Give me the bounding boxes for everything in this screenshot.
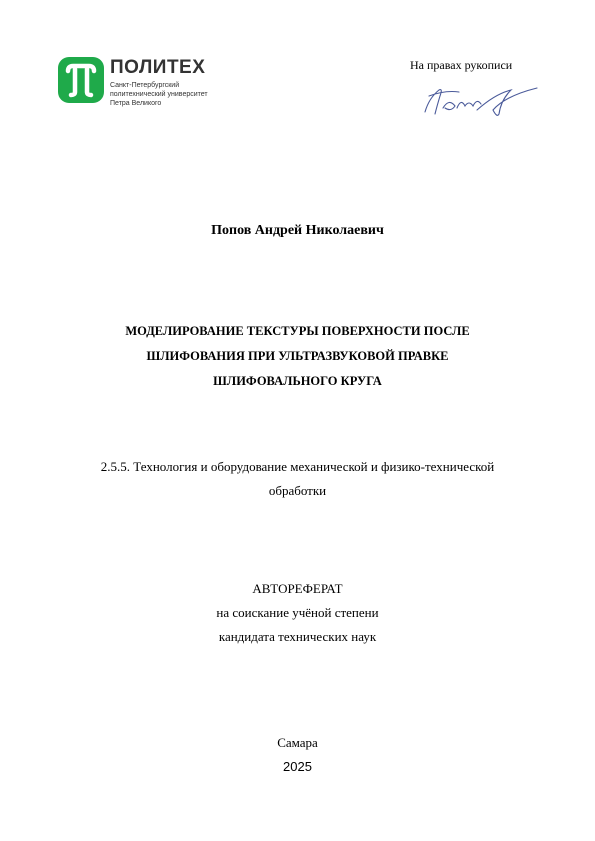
logo-subtitle-line: Петра Великого	[110, 100, 162, 107]
specialty-line: обработки	[268, 483, 327, 498]
specialty-code	[50, 455, 545, 503]
manuscript-rights-note: На правах рукописи	[410, 58, 513, 72]
politech-pi-icon	[58, 57, 104, 103]
logo-name: ПОЛИТЕХ	[110, 57, 206, 78]
year: 2025	[283, 759, 312, 774]
city: Самара	[277, 735, 318, 750]
handwritten-signature	[415, 80, 540, 120]
author-name: Попов Андрей Николаевич	[211, 223, 384, 238]
abstract-heading	[0, 577, 595, 649]
logo-subtitle	[110, 81, 208, 108]
publication-place	[0, 731, 595, 779]
degree-purpose: на соискание учёной степени	[216, 605, 379, 620]
logo-subtitle-line: Санкт-Петербургский	[110, 82, 180, 89]
title-line: ШЛИФОВАНИЯ ПРИ УЛЬТРАЗВУКОВОЙ ПРАВКЕ	[146, 349, 449, 363]
abstract-label: АВТОРЕФЕРАТ	[252, 581, 343, 596]
specialty-line: 2.5.5. Технология и оборудование механической и физико-технической	[100, 459, 495, 474]
university-logo	[58, 57, 258, 107]
title-line: ШЛИФОВАЛЬНОГО КРУГА	[213, 374, 382, 388]
title-line: МОДЕЛИРОВАНИЕ ТЕКСТУРЫ ПОВЕРХНОСТИ ПОСЛЕ	[125, 324, 470, 338]
degree-name: кандидата технических наук	[218, 629, 377, 644]
dissertation-title	[60, 319, 535, 394]
logo-subtitle-line: политехнический университет	[110, 91, 208, 98]
